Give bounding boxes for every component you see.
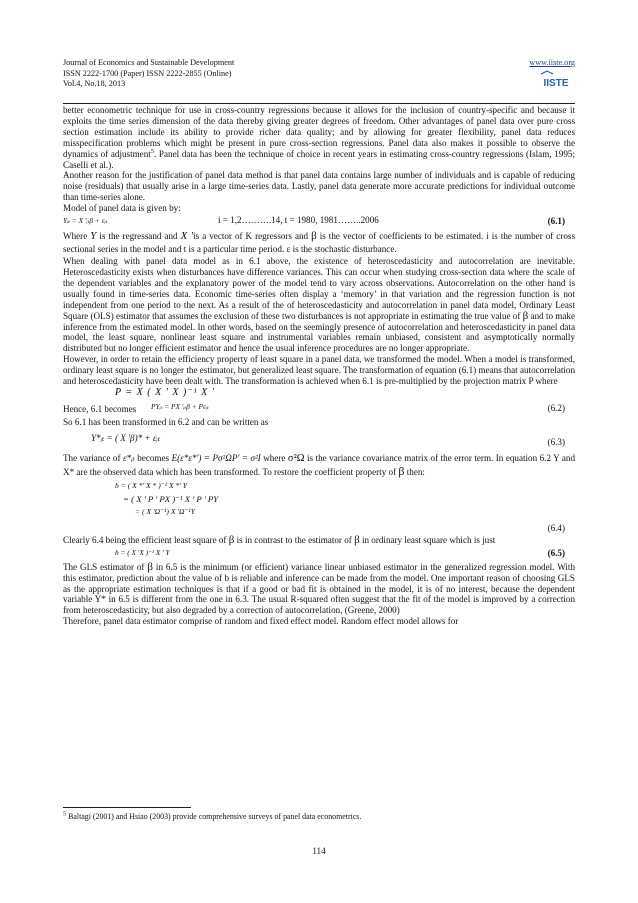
equation-6-2 [63, 402, 575, 416]
p9-expr: E(ε*ε*') = Pσ²ΩP' = σ²I [171, 452, 261, 463]
article-body [63, 105, 575, 627]
footnote-rule [63, 807, 191, 808]
p4-x: X ' [180, 230, 194, 243]
p9-b: becomes [134, 452, 172, 463]
p10-beta2: β [354, 533, 360, 546]
eq63-formula: Y*ᵢₜ = ( X 'β)* + εᵢₜ [91, 432, 161, 443]
eq64-line1: b = ( X *' X * )⁻¹ X *' Y [115, 480, 188, 490]
footnote [63, 812, 575, 821]
journal-url-link[interactable]: www.iiste.org [529, 58, 575, 67]
eqP-formula: P = X ( X ' X )⁻¹ X ' [115, 386, 215, 398]
p4-y: Y [90, 230, 97, 243]
paragraph-5 [63, 256, 575, 354]
eq62-formula: PYᵢₜ = PX 'ᵢₜβ + Pεᵢₜ [151, 401, 209, 411]
eq64-label: (6.4) [547, 522, 565, 533]
journal-title: Journal of Economics and Sustainable Development [63, 58, 235, 67]
paragraph-1 [63, 105, 575, 170]
equation-6-4 [63, 479, 575, 535]
journal-volume: Vol.4, No.18, 2013 [63, 79, 126, 89]
paragraph-9 [63, 452, 575, 479]
p10-beta: β [228, 533, 235, 546]
p9-c: where [260, 452, 288, 463]
p9-beta: β [398, 463, 405, 478]
p11-beta: β [147, 560, 153, 573]
p10-c: in ordinary least square which is just [359, 534, 496, 545]
eq64-line3: = ( X 'Ω⁻¹) X 'Ω⁻¹Y [135, 506, 195, 516]
p4-c: is a vector of K regressors and [193, 231, 312, 242]
header-rule [63, 103, 575, 104]
eq61-label: (6.1) [547, 216, 565, 227]
footnote-text: Baltagi (2001) and Hsiao (2003) provide comprehensive surveys of panel data econometrics. [66, 812, 362, 821]
eq64-line2: = ( X ' P ' PX )⁻¹ X ' P ' PY [123, 493, 219, 504]
paragraph-8: So 6.1 has been transformed in 6.2 and can be written as [63, 416, 269, 427]
p4-beta: β [311, 230, 317, 243]
paragraph-12: Therefore, panel data estimator comprise of random and fixed effect model. Random effect model allows for [63, 616, 459, 627]
p10-a: Clearly 6.4 being the efficient least square of [63, 534, 229, 545]
logo-text: IISTE [543, 78, 569, 89]
paragraph-4 [63, 230, 575, 256]
p1-tail: . Panel data has been the technique of choice in recent years in estimating cross-country regressions (Islam, 1995; Caselli et al.). [63, 148, 575, 170]
equation-6-5 [63, 547, 575, 561]
eq65-label: (6.5) [547, 547, 565, 558]
p4-d: is the vector of coefficients to be estimated. i is the number of cross sectional series in the model and t is a particular time period. [63, 231, 575, 255]
p11-b: in 6.5 is the minimum (or efficient) variance linear unbiased estimator in the generalized regression model. With this estimator, prediction about the value of b is reliable and inference can be made from the model. One important reason of choosing GLS as the appropriate estimation techniques is that if a good or bad fit is obtained in the model, it is of no interest, because the dependent variable Y* in 6.5 is different from the one in 6.3. The usual R-squared often suggest that the fit of the model is improved by a correction from heteroscedasticity, but also degraded by a correction of autocorrelation, (Greene, 2000) [63, 561, 576, 616]
p9-eps: ε*ᵢₜ [122, 452, 135, 463]
eq61-formula: Yᵢₜ = X 'ᵢₜβ + εᵢₜ [63, 216, 108, 226]
p4-b: is the regressand and [96, 231, 181, 242]
paragraph-11 [63, 562, 575, 617]
p9-d: is the variance covariance matrix of the error term. In equation 6.2 Y and X* are the observed data which has been transformed. To restore the coefficient property of [63, 452, 576, 477]
paragraph-3: Model of panel data is given by: [63, 203, 181, 214]
p7-text: Hence, 6.1 becomes [63, 403, 137, 414]
p5-tail: and to make inference from the estimated model. In other words, based on the seemingly presence of autocorrelation and heteroscedasticity in panel data model, the least square, nonlinear least square and instrumental variables remain unbiased, consistent and asymptotically normally distributed but no longer efficient estimator and hence the usual inference procedures are no longer appropriate. [63, 310, 575, 354]
eq62-label: (6.2) [547, 402, 565, 413]
p5-beta: β [522, 309, 529, 322]
eq63-label: (6.3) [547, 436, 565, 447]
journal-header [63, 58, 575, 90]
iiste-logo [539, 70, 573, 90]
eq65-formula: b = ( X 'X )⁻¹ X ' Y [115, 547, 170, 557]
page [63, 0, 575, 903]
p9-a: The variance of [63, 452, 123, 463]
p9-e: then: [404, 466, 425, 477]
equation-6-1 [63, 215, 575, 229]
footnote-mark: 5 [63, 810, 67, 818]
page-number: 114 [312, 846, 326, 856]
paragraph-2: Another reason for the justification of panel data method is that panel data contains large number of individuals and is capable of reducing noise (residuals) that usually arise in a large time-series data. Lastly, panel data generate more accurate predictions for individual outcome than time-series alone. [63, 170, 575, 203]
p4-e: is the stochastic disturbance. [290, 244, 397, 255]
paragraph-6: However, in order to retain the efficiency property of least square in a panel data, we transformed the model. When a model is transformed, ordinary least square is no longer the estimator, but generalized least square. The transformation of equation (6.1) means that autocorrelation and heteroscedasticity have been dealt with. The transformation is achieved when 6.1 is pre-multiplied by the projection matrix P where [63, 354, 575, 387]
p4-a: Where [63, 231, 91, 242]
p9-sigma: σ²Ω [287, 452, 305, 464]
footnote-ref[interactable]: 5 [150, 147, 154, 155]
equation-6-3 [63, 429, 575, 451]
eq61-range: i = 1,2……….14, t = 1980, 1981……..2006 [218, 215, 379, 226]
equation-projection [63, 388, 575, 401]
paragraph-10 [63, 535, 575, 546]
p4-eps: ε [286, 244, 291, 255]
p10-b: is in contrast to the estimator of [234, 534, 355, 545]
p5-text: When dealing with panel data model as in 6.1 above, the existence of heteroscedasticity and autocorrelation are inevitable. Heteroscedasticity exists when disturbances have difference variances. This can occur when studying cross-section data where the scale of the dependent variables and the explanatory power of the model tend to vary across observations. Autocorrelation on the other hand is usually found in time-series data. Economic time-series often display a ‘memory’ in that variation and the regression function is not independent from one period to the next. As a result of the of heteroscedasticity and autocorrelation in panel data model, Ordinary Least Square (OLS) estimator that assumes the exclusion of these two disturbances is not appropriate in estimating the true value of [63, 256, 575, 321]
p1-text: better econometric technique for use in cross-country regressions because it allows for the inclusion of country-specific and because it exploits the time series dimension of the data thereby giving greater degrees of freedom. Other advantages of panel data over pure cross section estimation include its ability to provide richer data quality; and by allowing for greater flexibility, panel data reduces misspecification problems which might be present in pure cross-section regressions. Panel data also makes it possible to observe the dynamics of adjustment [63, 105, 575, 159]
journal-issn: ISSN 2222-1700 (Paper) ISSN 2222-2855 (Online) [63, 68, 232, 78]
p11-a: The GLS estimator of [63, 561, 148, 572]
